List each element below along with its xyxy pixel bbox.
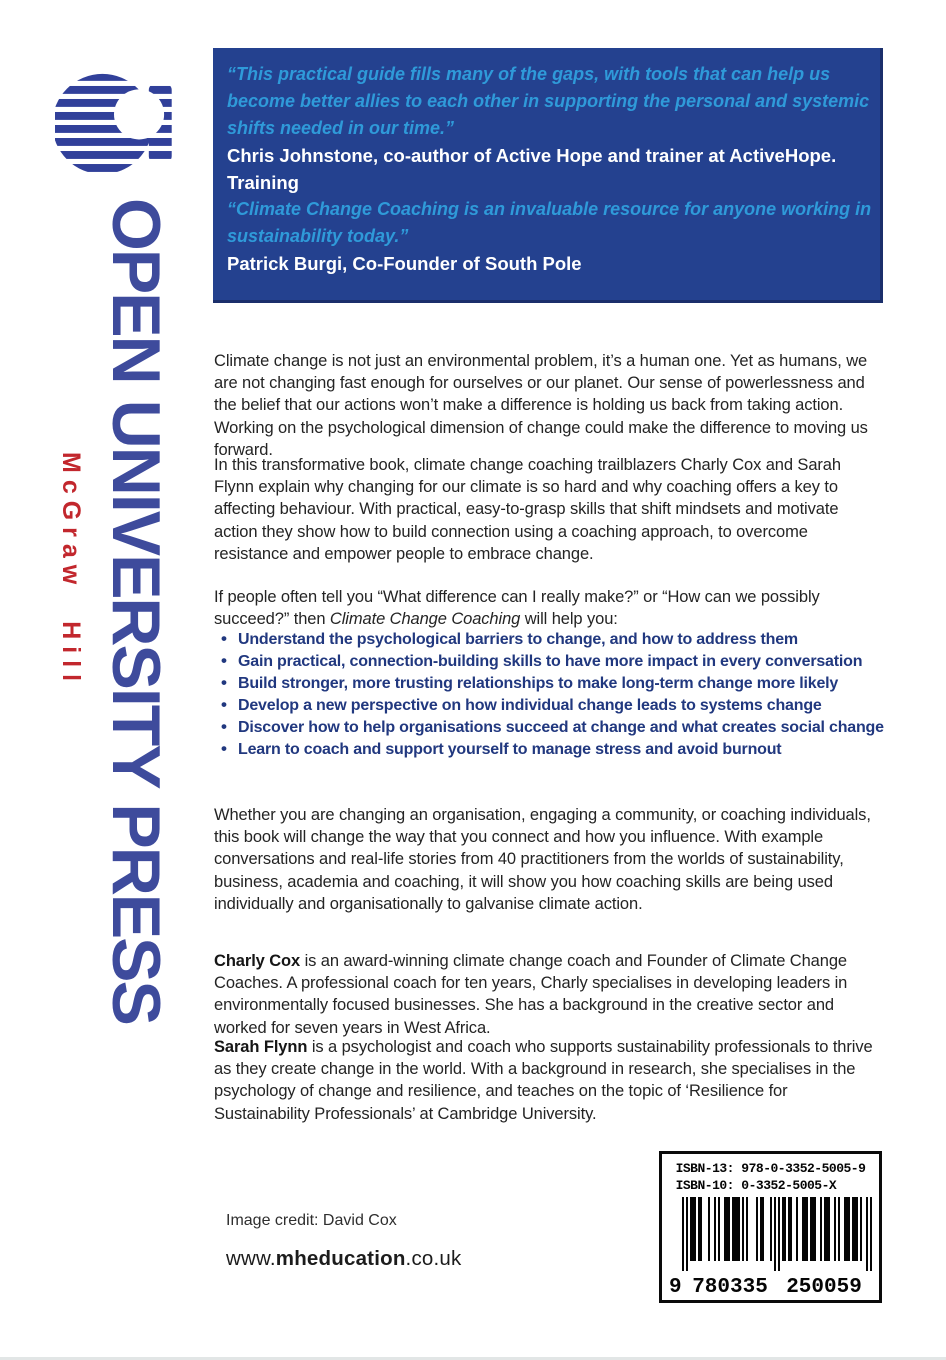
author-bio-charly-cox [214,950,874,1040]
endorsements-panel [213,48,883,303]
isbn-labels [676,1161,866,1194]
author-name: Sarah Flynn [214,1037,308,1056]
isbn-10-label: ISBN-10: 0-3352-5005-X [675,1177,837,1193]
synopsis-paragraph-4: Whether you are changing an organisation, engaging a community, or coaching individuals, this book will change the way that you connect and how you influence. With example conversations and real-life stories from 40 practitioners from the worlds of sustainability, business, academia and coaching, it will show you how coaching skills are being used individually and organisationally to galvanise climate action. [214,805,871,914]
publisher-name-spine: OPEN UNIVERSITY PRESS [98,198,174,1024]
paragraph-text: will help you: [520,609,618,628]
endorsement-quote-line: become better allies to each other in supporting the personal and systemic [227,91,870,111]
isbn-panel [659,1151,882,1303]
endorsement-quote-line: “This practical guide fills many of the gaps, with tools that can help us [227,64,831,84]
isbn-13-label: ISBN-13: 978-0-3352-5005-9 [675,1161,866,1176]
endorsement-quote-line: shifts needed in our time.” [227,118,455,138]
synopsis-paragraph-3 [214,586,874,631]
synopsis-paragraph-2: In this transformative book, climate change coaching trailblazers Charly Cox and Sarah Flynn explain why changing for our climate is so hard and why coaching offers a key to affecting behaviour. With practical, easy-to-grasp skills that shift mindsets and motivate action they show how to build connection using a coaching approach, to overcome resistance and empower people to embrace change. [214,455,841,564]
synopsis-paragraph-1: Climate change is not just an environmental problem, it’s a human one. Yet as humans, we are not changing fast enough for ourselves or our planet. Our sense of powerlessness and the belief that our actions won’t make a difference is holding us back from taking action. Working on the psychological dimension of change could make the difference to moving us forward. [214,351,868,460]
svg-text:780335: 780335 [691,1276,768,1297]
website-suffix: .co.uk [405,1247,462,1270]
website-prefix: www. [226,1247,276,1270]
benefit-item: • Gain practical, connection-building skills to have more impact in every conversation [214,653,914,670]
author-bio-text: is an award-winning climate change coach and Founder of Climate Change Coaches. A professional coach for ten years, Charly specialises in developing leaders in environmentally focused businesses. She has a background in the creative sector and worked for seven years in West Africa. [214,951,848,1037]
author-name: Charly Cox [214,951,301,970]
website-domain: mheducation [275,1247,406,1270]
benefit-item: • Discover how to help organisations succeed at change and what creates social change [214,719,914,736]
svg-text:250059: 250059 [785,1276,862,1297]
endorsement-quote-line: “Climate Change Coaching is an invaluable resource for anyone working in [227,199,872,219]
endorsement-attribution-line: Patrick Burgi, Co-Founder of South Pole [227,253,582,274]
benefit-item: • Develop a new perspective on how individual change leads to systems change [214,697,914,714]
endorsement-attribution-line: Chris Johnstone, co-author of Active Hope and trainer at ActiveHope. [227,145,837,166]
open-university-press-logo-icon [55,72,173,178]
benefits-list [214,631,914,763]
imprint-name-spine: McGraw Hill [57,452,85,689]
book-title-italic: Climate Change Coaching [329,609,521,628]
author-bio-sarah-flynn [214,1036,874,1126]
benefit-item: • Build stronger, more trusting relationships to make long-term change more likely [214,675,914,692]
publisher-website [226,1247,461,1271]
ean13-barcode [669,1197,873,1297]
endorsement-quote-line: sustainability today.” [227,226,409,246]
endorsement-attribution-line: Training [227,172,299,193]
svg-text:9: 9 [668,1276,682,1297]
benefit-item: • Learn to coach and support yourself to manage stress and avoid burnout [214,741,914,758]
image-credit: Image credit: David Cox [226,1212,397,1229]
paragraph-text: If people often tell you “What difference can I really make?” or “How can we possibly succeed?” then [214,587,820,628]
author-bio-text: is a psychologist and coach who supports sustainability professionals to thrive as they create change in the world. With a background in research, she specialises in the psychology of change and resilience, and teaches on the topic of ‘Resilience for Sustainability Professionals’ at Cambridge University. [214,1037,873,1123]
benefit-item: • Understand the psychological barriers to change, and how to address them [214,631,914,648]
